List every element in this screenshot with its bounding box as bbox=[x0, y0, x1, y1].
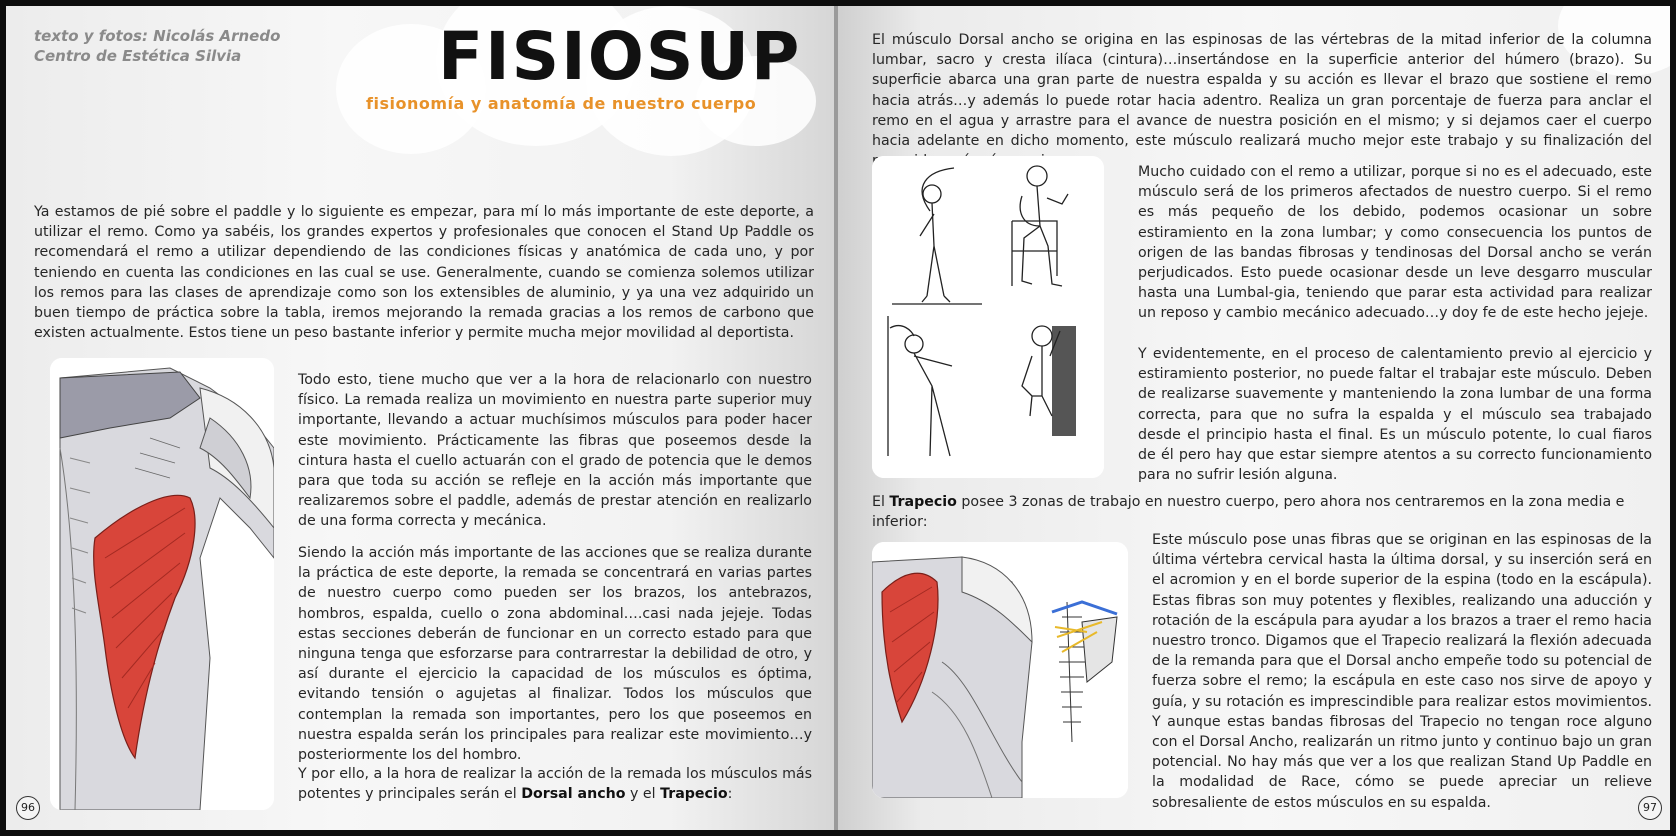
page-number: 96 bbox=[16, 796, 40, 820]
paragraph-text: Y por ello, a la hora de realizar la acción de la remada los músculos más potentes y principales serán el bbox=[298, 766, 813, 803]
body-paragraph-1: Mucho cuidado con el remo a utilizar, porque si no es el adecuado, este músculo será de los primeros afectados de nuestro cuerpo. Si el remo es más pequeño de los debido, podemos ocasionar un sobre estiramiento en la zona lumbar; y como consecuencia los puntos de origen de las bandas fibrosas y tendinosas del Dorsal ancho se verán perjudicados. Esto puede ocasionar desde un leve desgarro muscular hasta una Lumbal-gia, teniendo que parar esta actividad para realizar un reposo y cambio mecánico adecuado…y doy fe de este hecho jejeje. bbox=[1138, 164, 1652, 322]
stretching-exercises-illustration bbox=[872, 156, 1104, 478]
paragraph-text: posee 3 zonas de trabajo en nuestro cuerpo, pero ahora nos centraremos en la zona media e inferior: bbox=[872, 494, 1625, 531]
dorsal-anatomy-illustration bbox=[50, 358, 274, 810]
right-page bbox=[838, 6, 1670, 830]
author-credit bbox=[34, 26, 280, 66]
paragraph-text: : bbox=[727, 786, 733, 803]
body-paragraph-3 bbox=[298, 764, 812, 804]
term-trapecio: Trapecio bbox=[889, 494, 957, 510]
intro-paragraph: Ya estamos de pié sobre el paddle y lo siguiente es empezar, para mí lo más importante de este deporte, a utilizar el remo. Como ya sabéis, los grandes expertos y profesionales que conocen el Stand Up Paddle os recomendará el remo a utilizar dependiendo de las condiciones físicas y anatómica de cada uno, y por teniendo en cuenta las condiciones en las cual se use. Generalmente, cuando se comienza solemos utilizar los remos para las clases de aprendizaje como son los extensibles de aluminio, y ya una vez adquirido un buen tiempo de práctica sobre la tabla, iremos mejorando la remada gracias a los remos de carbono que existen actualmente. Estos tiene un peso bastante inferior y permite mucha mejor movilidad al deportista. bbox=[34, 204, 814, 342]
stretching-exercises-image bbox=[872, 156, 1104, 478]
term-dorsal-ancho: Dorsal ancho bbox=[521, 786, 626, 803]
trapecio-anatomy-illustration bbox=[872, 542, 1128, 798]
page-number: 97 bbox=[1638, 796, 1662, 820]
left-page bbox=[6, 6, 834, 830]
dorsal-anatomy-image bbox=[50, 358, 274, 810]
body-paragraph-2: Siendo la acción más importante de las acciones que se realiza durante la práctica de este deporte, la remada se concentrará en varias partes de nuestro cuerpo como pueden ser los brazos, los antebrazos, hombros, espalda, cuello o zona abdominal….casi nada jejeje. Todas estas secciones deberán de funcionar en un correcto estado para que ninguna tenga que esforzarse para contrarrestar la debilidad de otro, y así durante el ejercicio la capacidad de los músculos es óptima, evitando tensión o agujetas al finalizar. Todos los músculos que contemplan la remada son importantes, pero los que poseemos en nuestra espalda serán los principales para realizar este movimiento…y posteriormente los del hombro. bbox=[298, 545, 812, 764]
trapecio-anatomy-image bbox=[872, 542, 1128, 798]
paragraph-text: El bbox=[872, 494, 890, 510]
masthead-subtitle: fisionomía y anatomía de nuestro cuerpo bbox=[366, 94, 757, 113]
body-paragraph-1: Todo esto, tiene mucho que ver a la hora de relacionarlo con nuestro físico. La remada realiza un movimiento en nuestra parte superior muy importante, llevando a actuar muchísimos músculos para poder hacer este movimiento. Prácticamente las fibras que poseemos desde la cintura hasta el cuello actuarán con el grado de potencia que le demos para que toda su acción se refleje en la acción más importante que realizaremos sobre el paddle, además de prestar atención en realizarlo de una forma correcta y mecánica. bbox=[298, 372, 812, 530]
body-paragraph-3: Este músculo pose unas fibras que se originan en las espinosas de la última vértebra cervical hasta la última dorsal, y su inserción será en el acromion y en el borde superior de la espina (todo en la escápula). Estas fibras son muy potentes y flexibles, realizando una aducción y rotación de la escápula para ayudar a los brazos a traer el remo hacia nuestro tronco. Digamos que el Trapecio realizará la flexión adecuada de la remanda para que el Dorsal ancho empeñe todo su potencial de fuerza sobre el remo; la escápula en este caso nos sirve de apoyo y guía, y su rotación es imprescindible para realizar estos movimientos. Y aunque estas bandas fibrosas del Trapecio no tengan roce alguno con el Dorsal Ancho, realizarán un ritmo junto y continuo bajo un gran potencial. No hay más que ver a los que realizan Stand Up Paddle en la modalidad de Race, cómo se puede apreciar un relieve sobresaliente de estos músculos en su espalda. bbox=[1152, 532, 1652, 811]
term-trapecio: Trapecio bbox=[660, 786, 728, 803]
credit-line-center: Centro de Estética Silvia bbox=[34, 47, 242, 65]
trapecio-intro bbox=[872, 492, 1662, 532]
body-paragraph-2: Y evidentemente, en el proceso de calentamiento previo al ejercicio y estiramiento posterior, no puede faltar el trabajar este músculo. Deben de realizarse suavemente y manteniendo la zona lumbar de una forma correcta, para que no sufra la espalda y el músculo sea trabajado desde el principio hasta el final. Es un músculo potente, lo cual fiaros de él pero hay que estar siempre atentos a su correcto funcionamiento para no sufrir lesión alguna. bbox=[1138, 346, 1652, 484]
credit-line-author: texto y fotos: Nicolás Arnedo bbox=[34, 27, 281, 45]
dorsal-intro-paragraph: El músculo Dorsal ancho se origina en las espinosas de las vértebras de la mitad inferior de la columna lumbar, sacro y cresta ilíaca (cintura)…insertándose en la superficie anterior del húmero (brazo). Su superficie abarca una gran parte de nuestra espalda y su acción es llevar el brazo que sostiene el remo hacia atrás…y además lo puede rotar hacia adentro. Realiza un gran porcentaje de fuerza para anclar el remo en el agua y arrastre para el avance de nuestra posición en el mismo; y si dejamos caer el cuerpo hacia adelante en dicho momento, este músculo realizará mucho mejor este trabajo y su finalización del bbox=[872, 32, 1652, 150]
masthead-title: FISIOSUP bbox=[438, 18, 802, 95]
paragraph-text: y el bbox=[625, 786, 661, 803]
